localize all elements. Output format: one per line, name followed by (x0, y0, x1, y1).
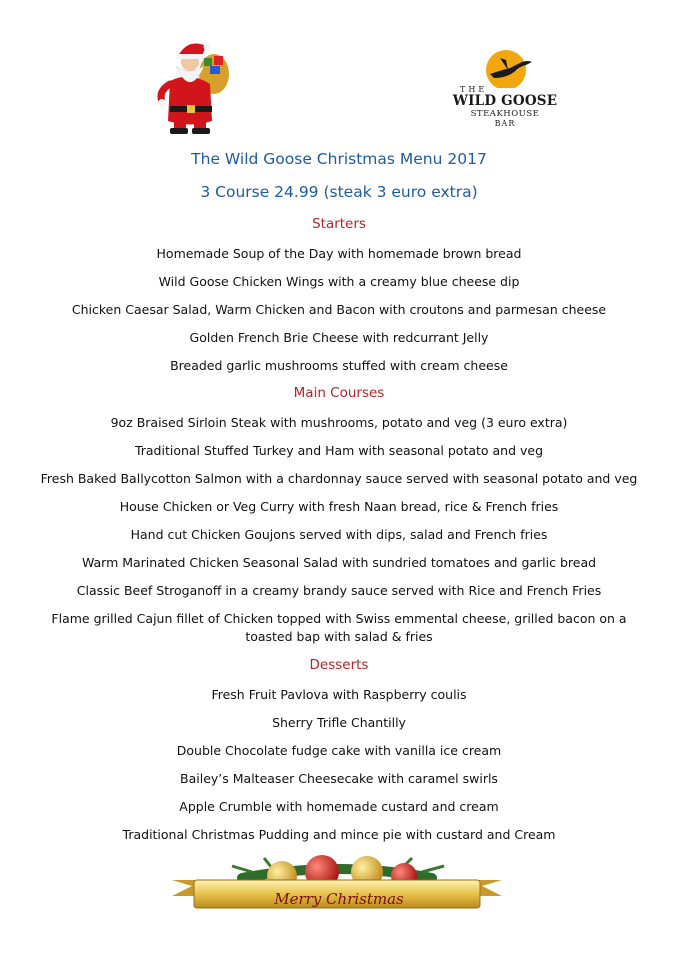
menu-item: Flame grilled Cajun fillet of Chicken topped with Swiss emmental cheese, grilled bacon on a toasted bap with salad & fries (51, 611, 627, 644)
menu-item: Breaded garlic mushrooms stuffed with cream cheese (170, 358, 508, 373)
section-heading-desserts: Desserts (309, 657, 369, 673)
merry-christmas-text: Merry Christmas (274, 890, 404, 908)
menu-item: Sherry Trifle Chantilly (272, 715, 406, 730)
menu-item: Fresh Baked Ballycotton Salmon with a chardonnay sauce served with seasonal potato and veg (40, 471, 638, 486)
menu-item: Apple Crumble with homemade custard and cream (179, 799, 499, 814)
menu-item: Fresh Fruit Pavlova with Raspberry coulis (211, 687, 467, 702)
menu-item: Hand cut Chicken Goujons served with dips, salad and French fries (130, 527, 548, 542)
menu-item: Homemade Soup of the Day with homemade brown bread (156, 246, 522, 261)
logo-bar-text: BAR (494, 119, 516, 128)
menu-item: Double Chocolate fudge cake with vanilla ice cream (176, 743, 502, 758)
menu-item: House Chicken or Veg Curry with fresh Naan bread, rice & French fries (119, 499, 559, 514)
logo-subtitle-text: STEAKHOUSE (470, 109, 540, 119)
menu-item: Wild Goose Chicken Wings with a creamy blue cheese dip (158, 274, 520, 289)
logo-name-text: WILD GOOSE (452, 93, 558, 109)
goose-sun-icon (450, 48, 560, 88)
menu-item: Classic Beef Stroganoff in a creamy brandy sauce served with Rice and French Fries (76, 583, 602, 598)
menu-item: Traditional Christmas Pudding and mince pie with custard and Cream (122, 827, 556, 842)
menu-item: Bailey’s Malteaser Cheesecake with caramel swirls (180, 771, 498, 786)
wild-goose-logo (450, 48, 560, 126)
logo-the-text: THE (460, 85, 488, 94)
section-heading-starters: Starters (312, 216, 366, 232)
menu-item: Warm Marinated Chicken Seasonal Salad with sundried tomatoes and garlic bread (81, 555, 597, 570)
menu-price-line: 3 Course 24.99 (steak 3 euro extra) (200, 183, 478, 201)
menu-item: Chicken Caesar Salad, Warm Chicken and Bacon with croutons and parmesan cheese (71, 302, 607, 317)
menu-item: Golden French Brie Cheese with redcurrant Jelly (189, 330, 489, 345)
menu-title: The Wild Goose Christmas Menu 2017 (191, 150, 487, 168)
menu-item: 9oz Braised Sirloin Steak with mushrooms, potato and veg (3 euro extra) (110, 415, 568, 430)
section-heading-main-courses: Main Courses (293, 385, 385, 401)
santa-illustration (140, 36, 240, 136)
menu-item: Traditional Stuffed Turkey and Ham with seasonal potato and veg (134, 443, 544, 458)
